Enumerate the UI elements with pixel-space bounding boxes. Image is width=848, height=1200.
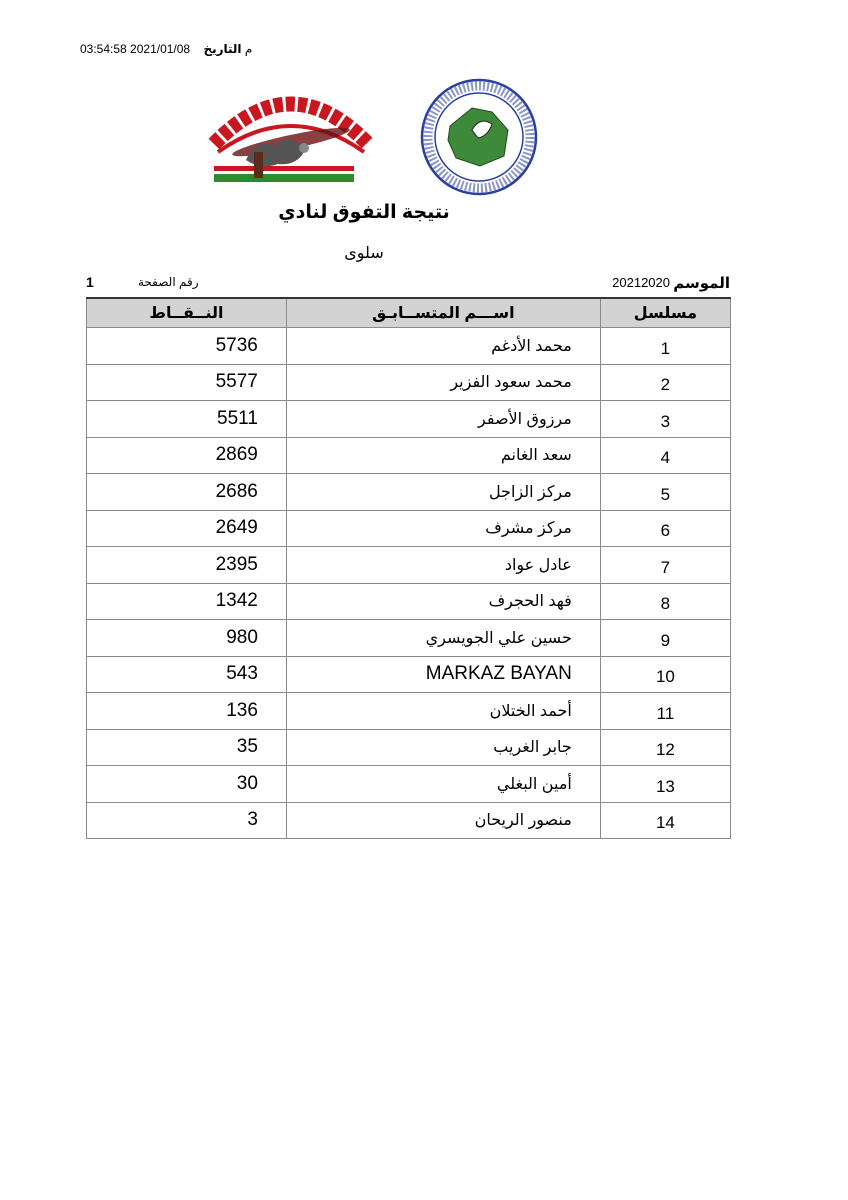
- federation-logo: [420, 78, 538, 196]
- cell-points: 980: [87, 620, 287, 657]
- cell-serial: 13: [600, 766, 730, 803]
- cell-points: 30: [87, 766, 287, 803]
- cell-points: 3: [87, 802, 287, 839]
- season-label: الموسم: [673, 275, 730, 292]
- cell-name: [286, 510, 600, 547]
- table-row: [87, 766, 731, 803]
- print-date-value: 03:54:58 2021/01/08 م: [80, 42, 253, 56]
- cell-points: 2869: [87, 437, 287, 474]
- federation-logo-icon: [420, 78, 538, 196]
- cell-serial: 2: [600, 364, 730, 401]
- table-row: [87, 693, 731, 730]
- cell-serial: 7: [600, 547, 730, 584]
- cell-serial: 4: [600, 437, 730, 474]
- competitor-name: محمد سعود الفزير: [450, 374, 572, 392]
- table-row: [87, 474, 731, 511]
- cell-serial: 14: [600, 802, 730, 839]
- competitor-name: جابر الغريب: [493, 739, 572, 757]
- season-page-line: [86, 274, 730, 294]
- cell-name: [286, 583, 600, 620]
- table-row: [87, 328, 731, 365]
- table-row: [87, 802, 731, 839]
- cell-name: [286, 766, 600, 803]
- cell-name: [286, 547, 600, 584]
- cell-name: [286, 328, 600, 365]
- competitor-name: عادل عواد: [504, 556, 572, 574]
- cell-points: 136: [87, 693, 287, 730]
- cell-points: 2649: [87, 510, 287, 547]
- table-row: [87, 364, 731, 401]
- cell-serial: 12: [600, 729, 730, 766]
- cell-name: [286, 729, 600, 766]
- cell-points: 5511: [87, 401, 287, 438]
- table-row: [87, 620, 731, 657]
- header-name: اســـم المتســابـق: [286, 298, 600, 328]
- cell-points: 5577: [87, 364, 287, 401]
- cell-points: 2686: [87, 474, 287, 511]
- competitor-name: أحمد الختلان: [489, 702, 572, 720]
- cell-serial: 6: [600, 510, 730, 547]
- club-logo: [196, 82, 386, 192]
- header-serial: مسلسل: [600, 298, 730, 328]
- competitor-name: فهد الحجرف: [488, 593, 572, 611]
- cell-name: [286, 437, 600, 474]
- page-number-value: 1: [86, 274, 94, 290]
- table-row: [87, 656, 731, 693]
- print-date-label: التاريخ: [203, 42, 242, 56]
- cell-serial: 9: [600, 620, 730, 657]
- header-points: النــقــاط: [87, 298, 287, 328]
- competitor-name: أمين البغلي: [496, 775, 572, 793]
- cell-serial: 3: [600, 401, 730, 438]
- cell-name: [286, 401, 600, 438]
- season-value: 20212020: [612, 275, 670, 290]
- competitor-name: محمد الأدغم: [491, 337, 572, 355]
- table-row: [87, 583, 731, 620]
- cell-name: [286, 364, 600, 401]
- cell-name: [286, 802, 600, 839]
- table-row: [87, 729, 731, 766]
- competitor-name: مركز مشرف: [485, 520, 572, 538]
- cell-points: 35: [87, 729, 287, 766]
- report-title: نتيجة التفوق لنادي: [278, 202, 450, 223]
- table-header-row: [87, 298, 731, 328]
- cell-serial: 8: [600, 583, 730, 620]
- competitor-name: منصور الريحان: [474, 812, 572, 830]
- cell-points: 1342: [87, 583, 287, 620]
- cell-serial: 10: [600, 656, 730, 693]
- competitor-name: سعد الغانم: [500, 447, 572, 465]
- competitor-name: حسين علي الجويسري: [425, 629, 572, 647]
- table-row: [87, 547, 731, 584]
- cell-name: [286, 656, 600, 693]
- print-date-line: [80, 42, 252, 56]
- cell-serial: 11: [600, 693, 730, 730]
- table-row: [87, 510, 731, 547]
- cell-serial: 1: [600, 328, 730, 365]
- competitor-name: MARKAZ BAYAN: [425, 663, 572, 685]
- club-logo-icon: [196, 82, 386, 192]
- table-row: [87, 401, 731, 438]
- results-body: [87, 328, 731, 839]
- cell-points: 2395: [87, 547, 287, 584]
- cell-name: [286, 474, 600, 511]
- cell-points: 5736: [87, 328, 287, 365]
- table-row: [87, 437, 731, 474]
- page-number-label: رقم الصفحة: [138, 275, 199, 289]
- competitor-name: مركز الزاجل: [488, 483, 572, 501]
- results-table: [86, 297, 731, 839]
- cell-name: [286, 693, 600, 730]
- club-name: سلوى: [344, 245, 384, 262]
- cell-name: [286, 620, 600, 657]
- cell-serial: 5: [600, 474, 730, 511]
- competitor-name: مرزوق الأصفر: [478, 410, 572, 428]
- cell-points: 543: [87, 656, 287, 693]
